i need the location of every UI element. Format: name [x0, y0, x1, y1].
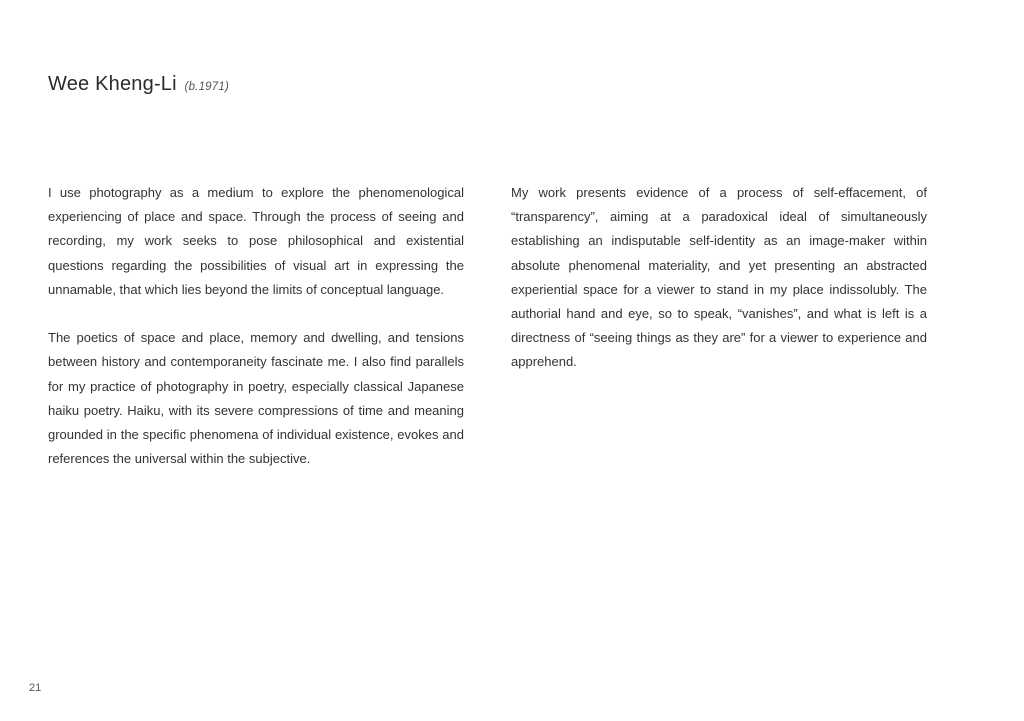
left-text-column [48, 181, 464, 471]
page-title [48, 73, 229, 96]
paragraph: My work presents evidence of a process of self-effacement, of “transparency”, aiming at a paradoxical ideal of simultaneously establishing an indisputable self-identity as an image-maker within absolute phenomenal materiality, and yet presenting an abstracted experiential space for a viewer to stand in my place indissolubly. The authorial hand and eye, so to speak, “vanishes”, and what is left is a directness of “seeing things as they are” for a viewer to experience and apprehend. [511, 185, 927, 370]
paragraph: The poetics of space and place, memory and dwelling, and tensions between history and contemporaneity fascinate me. I also find parallels for my practice of photography in poetry, especially classical Japanese haiku poetry. Haiku, with its severe compressions of time and meaning grounded in the specific phenomena of individual existence, evokes and references the universal within the subjective. [48, 330, 464, 467]
page-number: 21 [29, 682, 42, 694]
artist-name: Wee Kheng-Li [48, 73, 177, 95]
birth-year-note: (b.1971) [184, 81, 229, 93]
right-text-column [511, 181, 927, 375]
paragraph: I use photography as a medium to explore the phenomenological experiencing of place and space. Through the process of seeing and recording, my work seeks to pose philosophical and existential questions regarding the possibilities of visual art in expressing the unnamable, that which lies beyond the limits of conceptual language. [48, 185, 464, 297]
